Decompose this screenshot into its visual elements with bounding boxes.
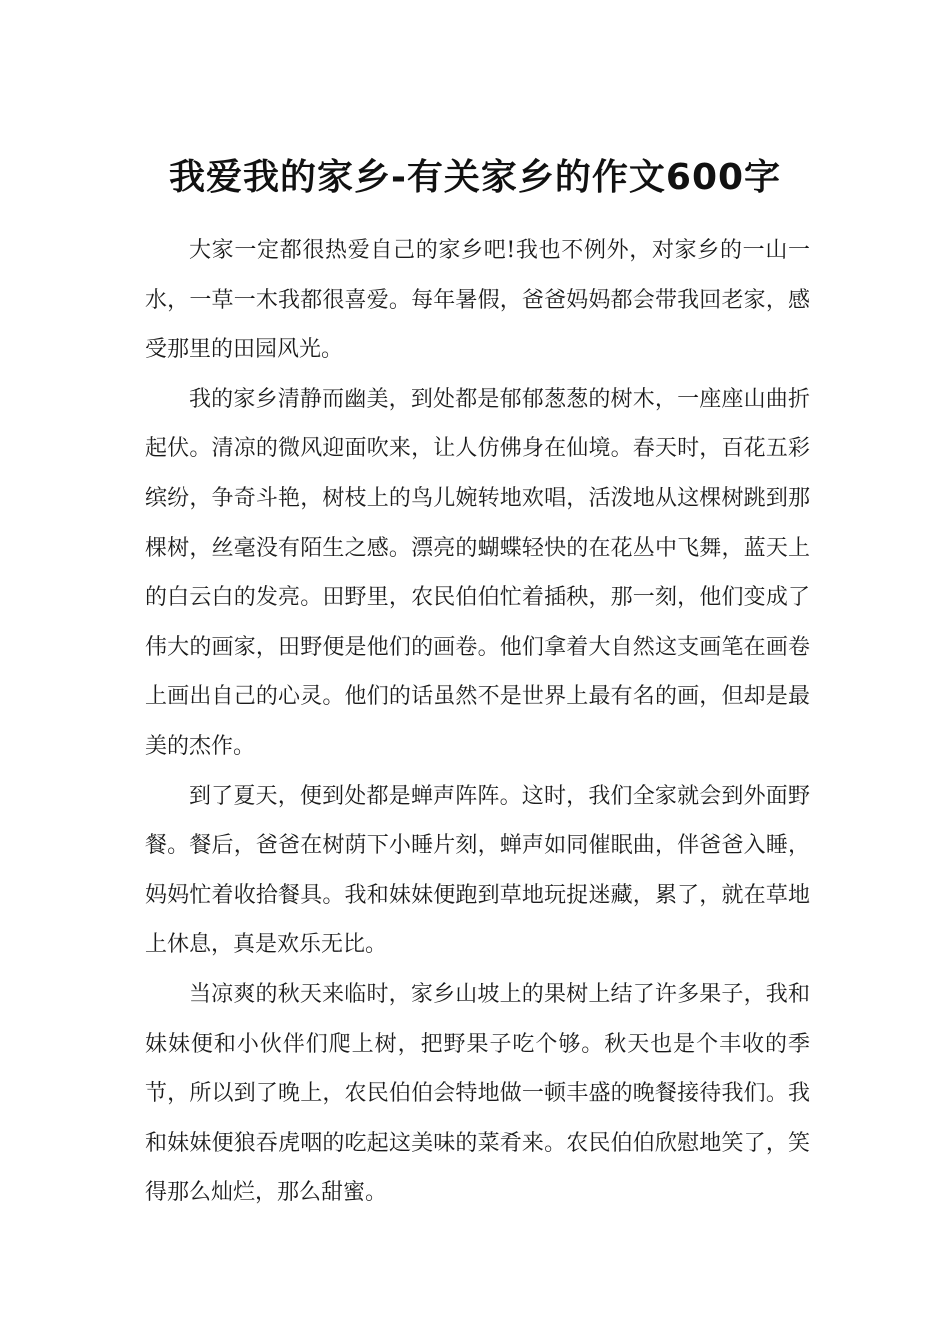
paragraph-summer: 到了夏天，便到处都是蝉声阵阵。这时，我们全家就会到外面野餐。餐后，爸爸在树荫下小睡片刻，蝉声如同催眠曲，伴爸爸入睡，妈妈忙着收拾餐具。我和妹妹便跑到草地玩捉迷藏，累了，就在草地上休息，真是欢乐无比。 bbox=[145, 783, 810, 958]
document-title: 我爱我的家乡-有关家乡的作文600字 bbox=[168, 157, 782, 199]
paragraph-spring: 我的家乡清静而幽美，到处都是郁郁葱葱的树木，一座座山曲折起伏。清凉的微风迎面吹来，让人仿佛身在仙境。春天时，百花五彩缤纷，争奇斗艳，树枝上的鸟儿婉转地欢唱，活泼地从这棵树跳到那棵树，丝毫没有陌生之感。漂亮的蝴蝶轻快的在花丛中飞舞，蓝天上的白云白的发亮。田野里，农民伯伯忙着插秧，那一刻，他们变成了伟大的画家，田野便是他们的画卷。他们拿着大自然这支画笔在画卷上画出自己的心灵。他们的话虽然不是世界上最有名的画，但却是最美的杰作。 bbox=[145, 386, 810, 759]
paragraph-autumn: 当凉爽的秋天来临时，家乡山坡上的果树上结了许多果子，我和妹妹便和小伙伴们爬上树，把野果子吃个够。秋天也是个丰收的季节，所以到了晚上，农民伯伯会特地做一顿丰盛的晚餐接待我们。我和妹妹便狼吞虎咽的吃起这美味的菜肴来。农民伯伯欣慰地笑了，笑得那么灿烂，那么甜蜜。 bbox=[145, 981, 810, 1206]
document-body bbox=[145, 226, 810, 1218]
paragraph-intro: 大家一定都很热爱自己的家乡吧!我也不例外，对家乡的一山一水，一草一木我都很喜爱。每年暑假，爸爸妈妈都会带我回老家，感受那里的田园风光。 bbox=[145, 238, 810, 363]
